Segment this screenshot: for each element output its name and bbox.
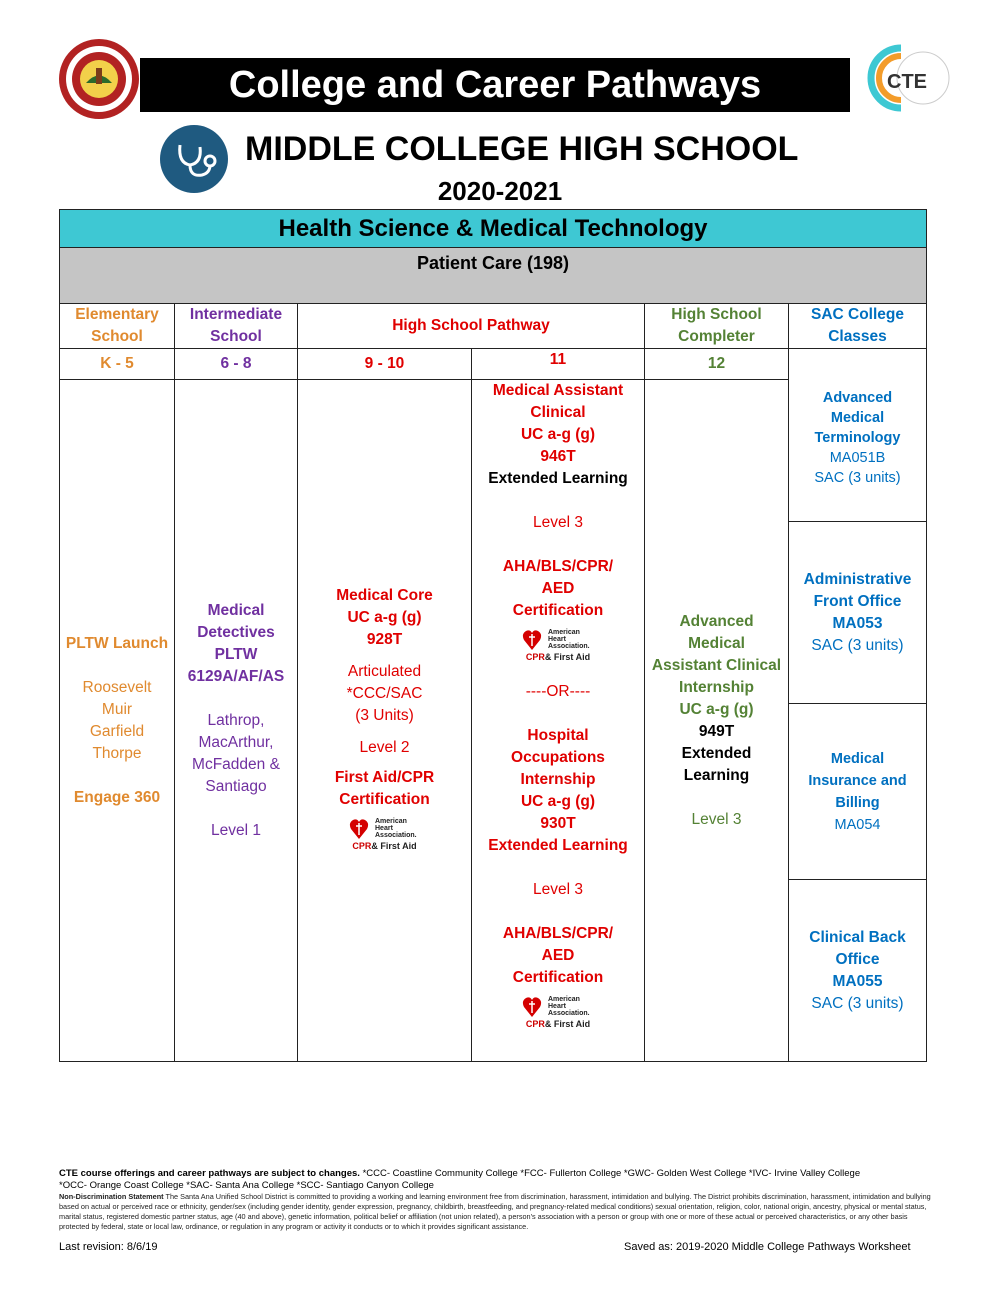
footer-notes: CTE course offerings and career pathways are subject to changes. *CCC- Coastline Community College *FCC- Fullerton College *GWC- Golden West College *IVC- Irvine Valley College *OCC- Orange Coast College *SAC- Santa Ana College *SCC- Santiago Canyon College Non-Discrimination Statement The Santa Ana Unified School District is committed to providing a working and learning environment free from discrimination, harassment, intimidation and bullying. The District prohibits discrimination, harassment, intimidation and bullying based on actual or perceived race or ethnicity, gender/sex (including gender identity, gender expression, pregnancy, childbirth, breastfeeding, and pregnancy-related medical conditions) sexual orientation, religion, color, national origin, ancestry, physical or mental status, marital status, registered domestic partner status, age (40 and above), genetic information, political belief or affiliation (not union related), a person's association with a person or group with one or more of these actual or perceived characteristics, or any other basis protected by federal, state or local law, ordinance, or regulation in any program or activity it conducts or to which it provides significant assistance. bbox=[59, 1168, 931, 1231]
school-name: MIDDLE COLLEGE HIGH SCHOOL bbox=[245, 130, 799, 168]
last-revision: Last revision: 8/6/19 bbox=[59, 1241, 158, 1253]
svg-text:American: American bbox=[548, 629, 580, 636]
pathway-title: Patient Care (198) bbox=[60, 248, 927, 304]
elementary-cell: PLTW Launch Roosevelt Muir Garfield Thorpe Engage 360 bbox=[60, 380, 175, 1062]
district-seal-logo bbox=[58, 38, 140, 120]
svg-text:Heart: Heart bbox=[374, 825, 393, 832]
school-year: 2020-2021 bbox=[437, 176, 563, 206]
grades-11: 11 bbox=[472, 349, 645, 380]
sector-title: Health Science & Medical Technology bbox=[60, 210, 927, 248]
col-header-completer: High School Completer bbox=[645, 304, 789, 349]
sac-class-3: Medical Insurance and Billing MA054 bbox=[789, 704, 927, 880]
svg-text:Association.: Association. bbox=[374, 832, 417, 839]
aha-cpr-logo: American Heart Association. CPR& First Aid bbox=[349, 815, 421, 852]
sac-class-2: Administrative Front Office MA053 SAC (3 units) bbox=[789, 522, 927, 704]
aha-cpr-logo: American Heart Association. CPR& First Aid bbox=[522, 993, 594, 1030]
col-header-sac: SAC College Classes bbox=[789, 304, 927, 349]
cte-logo bbox=[851, 40, 951, 112]
hs-9-10-cell: Medical Core UC a-g (g) 928T Articulated *CCC/SAC (3 Units) Level 2 First Aid/CPR Certification American Heart Association. CPR& First Aid bbox=[298, 380, 472, 1062]
col-header-hs-pathway: High School Pathway bbox=[298, 304, 645, 349]
svg-text:Association.: Association. bbox=[548, 643, 590, 650]
svg-text:Heart: Heart bbox=[548, 1003, 566, 1010]
sac-class-4: Clinical Back Office MA055 SAC (3 units) bbox=[789, 880, 927, 1062]
col-header-elementary: Elementary School bbox=[60, 304, 175, 349]
col-header-intermediate: Intermediate School bbox=[175, 304, 298, 349]
grades-12: 12 bbox=[645, 349, 789, 380]
grades-6-8: 6 - 8 bbox=[175, 349, 298, 380]
saved-as: Saved as: 2019-2020 Middle College Pathways Worksheet bbox=[624, 1241, 911, 1253]
cte-logo-text: CTE bbox=[887, 71, 927, 93]
hs-12-cell: Advanced Medical Assistant Clinical Internship UC a-g (g) 949T Extended Learning Level 3 bbox=[645, 380, 789, 1062]
grades-k5: K - 5 bbox=[60, 349, 175, 380]
hs-11-cell: Medical Assistant Clinical UC a-g (g) 946T Extended Learning Level 3 AHA/BLS/CPR/ AED Certification American Heart Association. CPR& First Aid ----OR---- Hospital Occupations Internship UC a-g (g) 930T Extended Learning Level 3 AHA/BLS/CPR/ AED Certification American Heart Association. CPR& First Aid bbox=[472, 380, 645, 1062]
svg-text:American: American bbox=[548, 996, 580, 1003]
svg-text:Association.: Association. bbox=[548, 1010, 590, 1017]
svg-text:Heart: Heart bbox=[548, 636, 566, 643]
pathway-table bbox=[59, 209, 927, 1062]
sac-class-1: Advanced Medical Terminology MA051B SAC (3 units) bbox=[789, 349, 927, 522]
grades-9-10: 9 - 10 bbox=[298, 349, 472, 380]
intermediate-cell: Medical Detectives PLTW 6129A/AF/AS Lathrop, MacArthur, McFadden & Santiago Level 1 bbox=[175, 380, 298, 1062]
aha-cpr-logo: American Heart Association. CPR& First Aid bbox=[522, 626, 594, 663]
page-title: College and Career Pathways bbox=[140, 58, 850, 112]
svg-text:American: American bbox=[374, 818, 407, 825]
